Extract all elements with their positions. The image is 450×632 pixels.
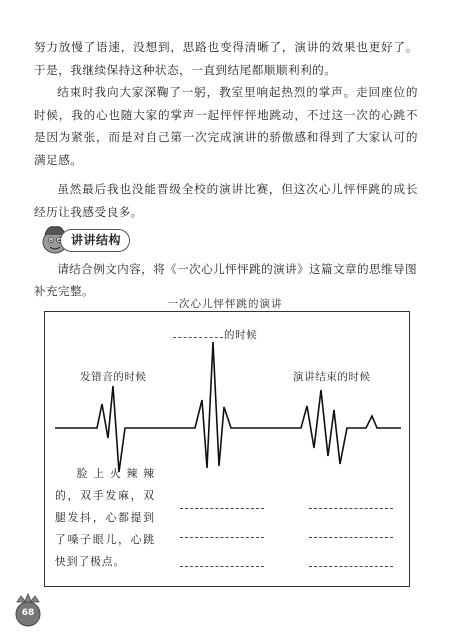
answer-blank-middle[interactable] <box>173 328 223 338</box>
label-middle-text: 的时候 <box>224 329 258 341</box>
section-heading <box>40 222 160 256</box>
instruction-text: 请结合例文内容，将《一次心儿怦怦跳的演讲》这篇文章的思维导图补充完整。 <box>34 262 418 298</box>
essay-paragraph-3: 虽然最后我也没能晋级全校的演讲比赛，但这次心儿怦怦跳的成长经历让我感受良多。 <box>34 182 418 219</box>
page-number: 68 <box>21 608 35 618</box>
answer-line-middle-3[interactable] <box>180 566 264 567</box>
answer-line-middle-1[interactable] <box>180 508 264 509</box>
answer-line-right-3[interactable] <box>309 566 393 567</box>
label-right: 演讲结束的时候 <box>293 371 371 383</box>
diagram-title: 一次心儿怦怦跳的演讲 <box>167 298 283 310</box>
essay-paragraph-2: 结束时我向大家深鞠了一躬，教室里响起热烈的掌声。走回座位的时候，我的心也随大家的掌声一起怦怦怦地跳动，不过这一次的心跳不是因为紧张，而是对自己第一次完成演讲的骄傲感和得到了大家认可的满足感。 <box>34 85 418 167</box>
section-title: 讲讲结构 <box>60 229 130 252</box>
answer-line-middle-2[interactable] <box>180 537 264 538</box>
left-description: 脸上火辣辣的，双手发麻，双腿发抖，心都提到了嗓子眼儿，心跳快到了极点。 <box>55 467 155 568</box>
label-middle <box>173 327 257 342</box>
heartbeat-diagram <box>44 311 410 587</box>
essay-paragraph-1: 努力放慢了语速，没想到，思路也变得清晰了，演讲的效果也更好了。于是，我继续保持这种状态，一直到结尾都顺顺利利的。 <box>34 40 418 77</box>
answer-line-right-2[interactable] <box>309 537 393 538</box>
answer-line-right-1[interactable] <box>309 508 393 509</box>
label-left: 发错音的时候 <box>80 371 147 383</box>
page-number-badge <box>10 592 46 628</box>
